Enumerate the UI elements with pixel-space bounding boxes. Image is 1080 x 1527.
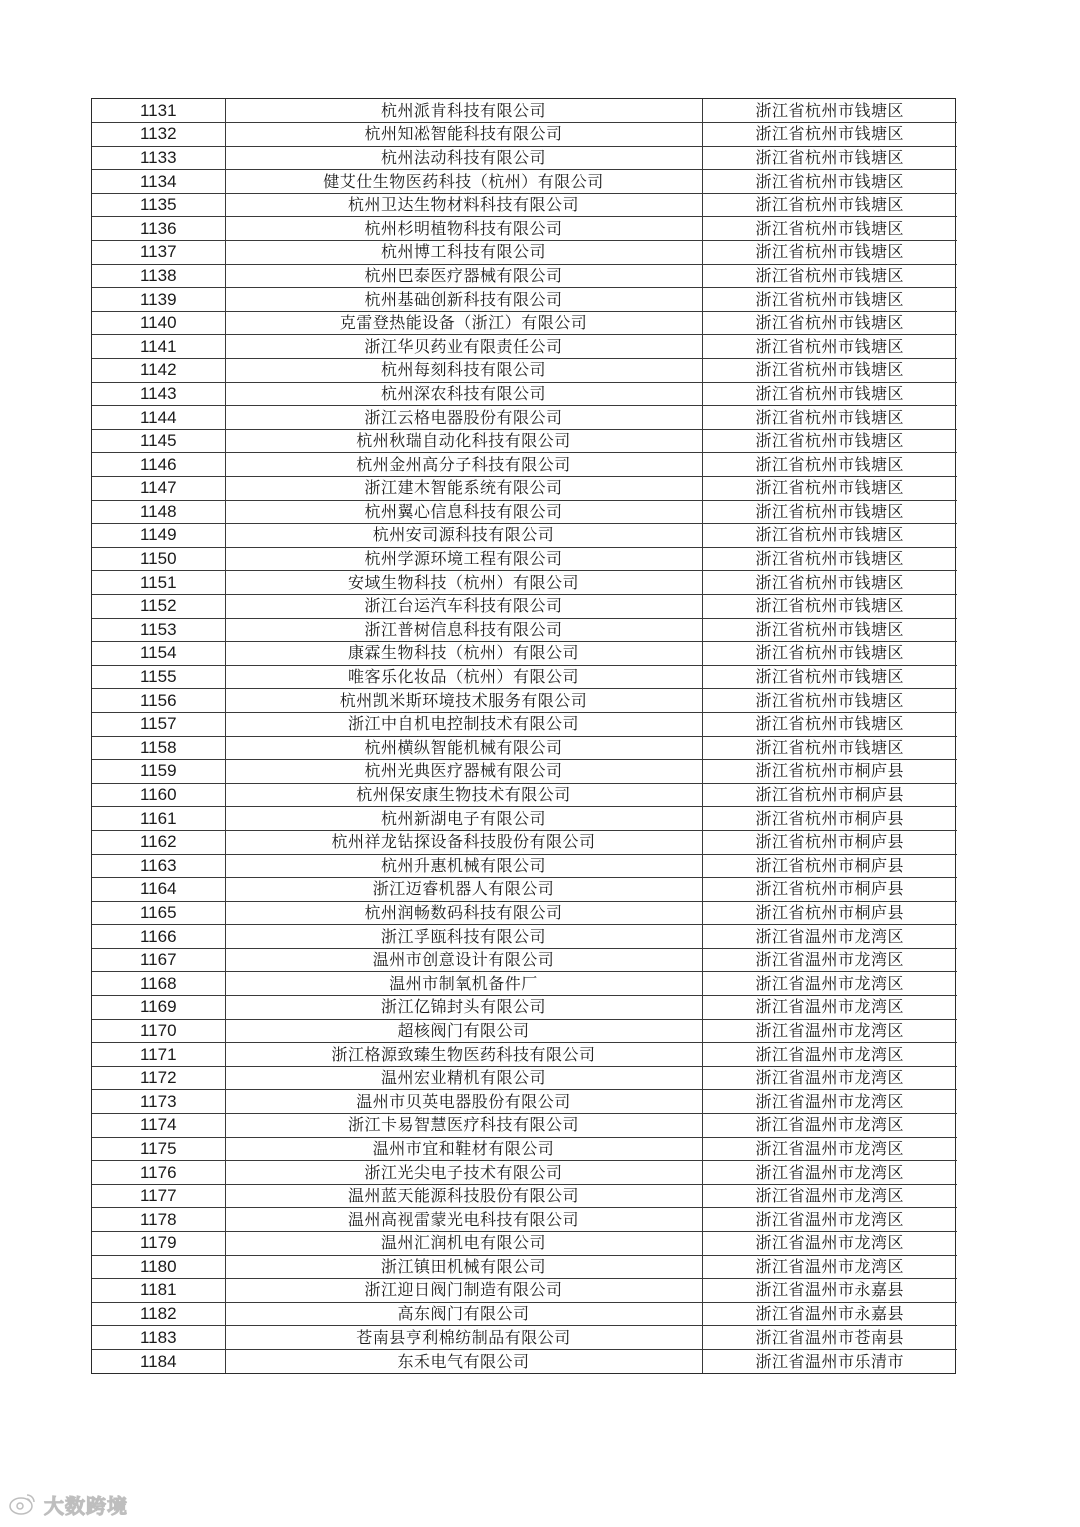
table-row — [92, 1326, 957, 1350]
company-name: 克雷登热能设备（浙江）有限公司 — [225, 311, 702, 335]
row-number: 1174 — [92, 1114, 225, 1138]
company-name: 杭州学源环境工程有限公司 — [225, 547, 702, 571]
row-number: 1169 — [92, 996, 225, 1020]
watermark-text: 大数跨境 — [44, 1493, 128, 1518]
table-row — [92, 1232, 957, 1256]
company-name: 温州市制氧机备件厂 — [225, 972, 702, 996]
company-location: 浙江省杭州市钱塘区 — [702, 500, 957, 524]
company-location: 浙江省杭州市钱塘区 — [702, 689, 957, 713]
table-row — [92, 99, 957, 123]
table-row — [92, 996, 957, 1020]
row-number: 1160 — [92, 783, 225, 807]
row-number: 1155 — [92, 665, 225, 689]
table-body — [92, 99, 957, 1373]
table-row — [92, 972, 957, 996]
company-location: 浙江省杭州市钱塘区 — [702, 618, 957, 642]
table-row — [92, 1019, 957, 1043]
row-number: 1166 — [92, 925, 225, 949]
company-name: 唯客乐化妆品（杭州）有限公司 — [225, 665, 702, 689]
company-name: 浙江格源致臻生物医药科技有限公司 — [225, 1043, 702, 1067]
table-row — [92, 406, 957, 430]
company-name: 杭州金州高分子科技有限公司 — [225, 453, 702, 477]
company-location: 浙江省温州市永嘉县 — [702, 1302, 957, 1326]
row-number: 1156 — [92, 689, 225, 713]
company-name: 杭州润畅数码科技有限公司 — [225, 901, 702, 925]
company-location: 浙江省温州市龙湾区 — [702, 1208, 957, 1232]
company-location: 浙江省温州市龙湾区 — [702, 1255, 957, 1279]
company-name: 温州市贝英电器股份有限公司 — [225, 1090, 702, 1114]
company-location: 浙江省杭州市钱塘区 — [702, 665, 957, 689]
company-name: 浙江孚瓯科技有限公司 — [225, 925, 702, 949]
company-location: 浙江省杭州市桐庐县 — [702, 760, 957, 784]
row-number: 1179 — [92, 1232, 225, 1256]
row-number: 1139 — [92, 288, 225, 312]
company-location: 浙江省杭州市钱塘区 — [702, 382, 957, 406]
table-row — [92, 193, 957, 217]
table-row — [92, 264, 957, 288]
table-row — [92, 146, 957, 170]
company-location: 浙江省杭州市钱塘区 — [702, 406, 957, 430]
company-location: 浙江省杭州市桐庐县 — [702, 807, 957, 831]
row-number: 1162 — [92, 830, 225, 854]
company-name: 浙江云格电器股份有限公司 — [225, 406, 702, 430]
table-row — [92, 335, 957, 359]
table-row — [92, 217, 957, 241]
company-name: 温州蓝天能源科技股份有限公司 — [225, 1184, 702, 1208]
row-number: 1178 — [92, 1208, 225, 1232]
company-name: 杭州基础创新科技有限公司 — [225, 288, 702, 312]
company-location: 浙江省杭州市钱塘区 — [702, 359, 957, 383]
row-number: 1143 — [92, 382, 225, 406]
company-name: 浙江迎日阀门制造有限公司 — [225, 1279, 702, 1303]
table-row — [92, 878, 957, 902]
company-name: 温州汇润机电有限公司 — [225, 1232, 702, 1256]
row-number: 1176 — [92, 1161, 225, 1185]
company-name: 杭州安司源科技有限公司 — [225, 524, 702, 548]
row-number: 1161 — [92, 807, 225, 831]
company-name: 高东阀门有限公司 — [225, 1302, 702, 1326]
company-location: 浙江省杭州市钱塘区 — [702, 264, 957, 288]
table-row — [92, 359, 957, 383]
row-number: 1167 — [92, 948, 225, 972]
company-name: 浙江光尖电子技术有限公司 — [225, 1161, 702, 1185]
company-name: 杭州新湖电子有限公司 — [225, 807, 702, 831]
company-name: 杭州派肯科技有限公司 — [225, 99, 702, 123]
table-row — [92, 500, 957, 524]
table-row — [92, 1302, 957, 1326]
table-row — [92, 429, 957, 453]
company-name: 安域生物科技（杭州）有限公司 — [225, 571, 702, 595]
table-row — [92, 1255, 957, 1279]
watermark — [8, 1490, 128, 1518]
company-location: 浙江省温州市永嘉县 — [702, 1279, 957, 1303]
company-name: 浙江普树信息科技有限公司 — [225, 618, 702, 642]
company-name: 杭州博工科技有限公司 — [225, 241, 702, 265]
company-location: 浙江省杭州市钱塘区 — [702, 712, 957, 736]
company-name: 杭州巴泰医疗器械有限公司 — [225, 264, 702, 288]
company-location: 浙江省温州市龙湾区 — [702, 996, 957, 1020]
table-row — [92, 712, 957, 736]
row-number: 1137 — [92, 241, 225, 265]
row-number: 1146 — [92, 453, 225, 477]
company-name: 超核阀门有限公司 — [225, 1019, 702, 1043]
company-name: 苍南县亨利棉纺制品有限公司 — [225, 1326, 702, 1350]
row-number: 1153 — [92, 618, 225, 642]
table-row — [92, 1161, 957, 1185]
row-number: 1131 — [92, 99, 225, 123]
table-row — [92, 170, 957, 194]
row-number: 1184 — [92, 1349, 225, 1373]
company-name: 温州市宜和鞋材有限公司 — [225, 1137, 702, 1161]
company-name: 杭州横纵智能机械有限公司 — [225, 736, 702, 760]
company-location: 浙江省杭州市钱塘区 — [702, 193, 957, 217]
company-name: 温州市创意设计有限公司 — [225, 948, 702, 972]
company-name: 杭州深农科技有限公司 — [225, 382, 702, 406]
table-row — [92, 901, 957, 925]
row-number: 1180 — [92, 1255, 225, 1279]
row-number: 1154 — [92, 642, 225, 666]
company-location: 浙江省杭州市钱塘区 — [702, 642, 957, 666]
table-row — [92, 665, 957, 689]
company-location: 浙江省杭州市钱塘区 — [702, 594, 957, 618]
table-row — [92, 1349, 957, 1373]
row-number: 1157 — [92, 712, 225, 736]
row-number: 1133 — [92, 146, 225, 170]
company-location: 浙江省温州市龙湾区 — [702, 1114, 957, 1138]
company-location: 浙江省温州市龙湾区 — [702, 925, 957, 949]
company-location: 浙江省温州市乐清市 — [702, 1349, 957, 1373]
company-name: 杭州升惠机械有限公司 — [225, 854, 702, 878]
table-row — [92, 760, 957, 784]
row-number: 1165 — [92, 901, 225, 925]
row-number: 1150 — [92, 547, 225, 571]
company-location: 浙江省杭州市桐庐县 — [702, 854, 957, 878]
company-name: 杭州保安康生物技术有限公司 — [225, 783, 702, 807]
table-row — [92, 689, 957, 713]
company-name: 浙江建木智能系统有限公司 — [225, 477, 702, 501]
company-location: 浙江省杭州市桐庐县 — [702, 878, 957, 902]
company-location: 浙江省杭州市钱塘区 — [702, 571, 957, 595]
company-name: 浙江迈睿机器人有限公司 — [225, 878, 702, 902]
row-number: 1159 — [92, 760, 225, 784]
company-name: 杭州每刻科技有限公司 — [225, 359, 702, 383]
row-number: 1141 — [92, 335, 225, 359]
table-row — [92, 1279, 957, 1303]
company-name: 杭州卫达生物材料科技有限公司 — [225, 193, 702, 217]
company-location: 浙江省杭州市钱塘区 — [702, 524, 957, 548]
row-number: 1170 — [92, 1019, 225, 1043]
table-row — [92, 830, 957, 854]
company-location: 浙江省杭州市钱塘区 — [702, 217, 957, 241]
table-row — [92, 547, 957, 571]
company-name: 浙江镇田机械有限公司 — [225, 1255, 702, 1279]
row-number: 1171 — [92, 1043, 225, 1067]
row-number: 1132 — [92, 123, 225, 147]
table-row — [92, 1090, 957, 1114]
company-location: 浙江省温州市龙湾区 — [702, 1043, 957, 1067]
row-number: 1175 — [92, 1137, 225, 1161]
company-name: 浙江台运汽车科技有限公司 — [225, 594, 702, 618]
row-number: 1145 — [92, 429, 225, 453]
row-number: 1138 — [92, 264, 225, 288]
company-location: 浙江省杭州市桐庐县 — [702, 901, 957, 925]
table-row — [92, 524, 957, 548]
table-row — [92, 736, 957, 760]
company-location: 浙江省温州市龙湾区 — [702, 1019, 957, 1043]
company-name: 杭州光典医疗器械有限公司 — [225, 760, 702, 784]
company-location: 浙江省杭州市钱塘区 — [702, 170, 957, 194]
company-location: 浙江省温州市龙湾区 — [702, 1090, 957, 1114]
company-location: 浙江省杭州市钱塘区 — [702, 736, 957, 760]
table-row — [92, 854, 957, 878]
row-number: 1158 — [92, 736, 225, 760]
table-row — [92, 288, 957, 312]
row-number: 1136 — [92, 217, 225, 241]
row-number: 1183 — [92, 1326, 225, 1350]
company-location: 浙江省杭州市钱塘区 — [702, 288, 957, 312]
table-row — [92, 241, 957, 265]
company-location: 浙江省杭州市桐庐县 — [702, 830, 957, 854]
row-number: 1181 — [92, 1279, 225, 1303]
company-name: 杭州杉明植物科技有限公司 — [225, 217, 702, 241]
company-location: 浙江省温州市龙湾区 — [702, 1184, 957, 1208]
row-number: 1173 — [92, 1090, 225, 1114]
company-name: 杭州法动科技有限公司 — [225, 146, 702, 170]
row-number: 1147 — [92, 477, 225, 501]
row-number: 1140 — [92, 311, 225, 335]
weibo-like-icon — [8, 1491, 38, 1517]
row-number: 1182 — [92, 1302, 225, 1326]
table-row — [92, 453, 957, 477]
company-name: 康霖生物科技（杭州）有限公司 — [225, 642, 702, 666]
row-number: 1142 — [92, 359, 225, 383]
company-name: 温州宏业精机有限公司 — [225, 1066, 702, 1090]
company-location: 浙江省杭州市钱塘区 — [702, 477, 957, 501]
row-number: 1149 — [92, 524, 225, 548]
table-row — [92, 807, 957, 831]
company-location: 浙江省杭州市钱塘区 — [702, 99, 957, 123]
company-location: 浙江省杭州市钱塘区 — [702, 241, 957, 265]
company-name: 健艾仕生物医药科技（杭州）有限公司 — [225, 170, 702, 194]
row-number: 1163 — [92, 854, 225, 878]
company-location: 浙江省杭州市钱塘区 — [702, 146, 957, 170]
company-table — [91, 98, 956, 1374]
company-location: 浙江省温州市龙湾区 — [702, 1232, 957, 1256]
company-name: 浙江华贝药业有限责任公司 — [225, 335, 702, 359]
company-name: 杭州祥龙钻探设备科技股份有限公司 — [225, 830, 702, 854]
company-name: 杭州凯米斯环境技术服务有限公司 — [225, 689, 702, 713]
row-number: 1144 — [92, 406, 225, 430]
company-location: 浙江省杭州市钱塘区 — [702, 123, 957, 147]
company-location: 浙江省杭州市钱塘区 — [702, 547, 957, 571]
table-row — [92, 783, 957, 807]
table-row — [92, 618, 957, 642]
company-location: 浙江省温州市龙湾区 — [702, 1137, 957, 1161]
row-number: 1134 — [92, 170, 225, 194]
company-location: 浙江省杭州市钱塘区 — [702, 311, 957, 335]
table-row — [92, 382, 957, 406]
company-location: 浙江省杭州市钱塘区 — [702, 429, 957, 453]
company-name: 温州高视雷蒙光电科技有限公司 — [225, 1208, 702, 1232]
company-location: 浙江省杭州市钱塘区 — [702, 453, 957, 477]
company-name: 杭州翼心信息科技有限公司 — [225, 500, 702, 524]
company-location: 浙江省温州市龙湾区 — [702, 972, 957, 996]
company-location: 浙江省温州市龙湾区 — [702, 1161, 957, 1185]
table-row — [92, 1043, 957, 1067]
row-number: 1151 — [92, 571, 225, 595]
row-number: 1152 — [92, 594, 225, 618]
table-row — [92, 571, 957, 595]
company-location: 浙江省杭州市桐庐县 — [702, 783, 957, 807]
table-row — [92, 642, 957, 666]
company-name: 浙江亿锦封头有限公司 — [225, 996, 702, 1020]
table-row — [92, 925, 957, 949]
table-row — [92, 311, 957, 335]
company-location: 浙江省杭州市钱塘区 — [702, 335, 957, 359]
row-number: 1148 — [92, 500, 225, 524]
table-row — [92, 1137, 957, 1161]
company-location: 浙江省温州市苍南县 — [702, 1326, 957, 1350]
company-location: 浙江省温州市龙湾区 — [702, 1066, 957, 1090]
table-row — [92, 594, 957, 618]
company-name: 浙江卡易智慧医疗科技有限公司 — [225, 1114, 702, 1138]
row-number: 1172 — [92, 1066, 225, 1090]
company-name: 杭州知凇智能科技有限公司 — [225, 123, 702, 147]
table-row — [92, 1114, 957, 1138]
company-name: 浙江中自机电控制技术有限公司 — [225, 712, 702, 736]
table-row — [92, 948, 957, 972]
table-row — [92, 1066, 957, 1090]
company-name: 东禾电气有限公司 — [225, 1349, 702, 1373]
row-number: 1177 — [92, 1184, 225, 1208]
company-name: 杭州秋瑞自动化科技有限公司 — [225, 429, 702, 453]
table-row — [92, 477, 957, 501]
table-row — [92, 123, 957, 147]
row-number: 1168 — [92, 972, 225, 996]
row-number: 1164 — [92, 878, 225, 902]
table-row — [92, 1184, 957, 1208]
table-row — [92, 1208, 957, 1232]
row-number: 1135 — [92, 193, 225, 217]
company-location: 浙江省温州市龙湾区 — [702, 948, 957, 972]
